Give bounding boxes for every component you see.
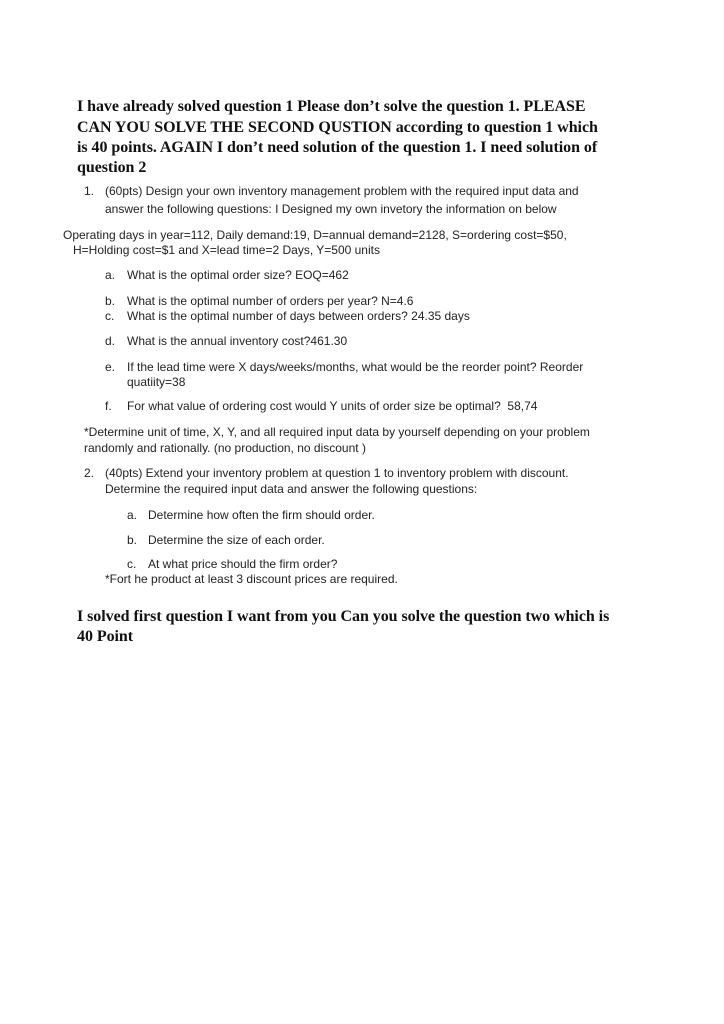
q1-item-e-text: If the lead time were X days/weeks/months, what would be the reorder point? Reorder — [127, 360, 584, 374]
q2-item-b-text: Determine the size of each order. — [148, 533, 325, 547]
q1-item-b-marker: b. — [105, 294, 116, 308]
q2-item-a-marker: a. — [127, 508, 138, 522]
q2-line-1: (40pts) Extend your inventory problem at question 1 to inventory problem with discount. — [105, 466, 569, 480]
q2-item-b-marker: b. — [127, 533, 138, 547]
q1-item-c-marker: c. — [105, 309, 115, 323]
q2-line-2: Determine the required input data and answer the following questions: — [105, 482, 478, 496]
q2-item-c-marker: c. — [127, 557, 137, 571]
q1-item-a-marker: a. — [105, 268, 116, 282]
q1-line-1: (60pts) Design your own inventory management problem with the required input data and — [105, 184, 579, 198]
q1-item-a-text: What is the optimal order size? EOQ=462 — [127, 268, 349, 282]
q1-item-c-text: What is the optimal number of days between orders? 24.35 days — [127, 309, 470, 323]
heading-line-4: question 2 — [77, 159, 147, 176]
closing-line-2: 40 Point — [77, 628, 134, 645]
heading-line-3: is 40 points. AGAIN I don’t need solution of the question 1. I need solution of — [77, 139, 598, 156]
q1-item-d-text: What is the annual inventory cost?461.30 — [127, 334, 348, 348]
q2-item-c-text: At what price should the firm order? — [148, 557, 338, 571]
q1-number: 1. — [84, 184, 95, 198]
q1-line-2: answer the following questions: I Designed my own invetory the information on below — [105, 202, 557, 216]
q2-number: 2. — [84, 466, 95, 480]
q1-item-d-marker: d. — [105, 334, 116, 348]
heading-line-2: CAN YOU SOLVE THE SECOND QUSTION according to question 1 which — [77, 119, 598, 136]
q2-note: *Fort he product at least 3 discount prices are required. — [105, 572, 398, 586]
q1-item-e-marker: e. — [105, 360, 116, 374]
q1-item-f-marker: f. — [105, 399, 112, 413]
q1-info-line-2: H=Holding cost=$1 and X=lead time=2 Days, Y=500 units — [73, 243, 380, 257]
q1-note-line-2: randomly and rationally. (no production, no discount ) — [84, 441, 366, 455]
q1-item-b-text: What is the optimal number of orders per year? N=4.6 — [127, 294, 414, 308]
q1-note-line-1: *Determine unit of time, X, Y, and all required input data by yourself depending on your problem — [84, 425, 590, 439]
q1-item-f-text: For what value of ordering cost would Y units of order size be optimal? 58,74 — [127, 399, 538, 413]
q1-info-line-1: Operating days in year=112, Daily demand:19, D=annual demand=2128, S=ordering cost=$50, — [63, 228, 567, 242]
q2-item-a-text: Determine how often the firm should order. — [148, 508, 375, 522]
heading-line-1: I have already solved question 1 Please don’t solve the question 1. PLEASE — [77, 98, 586, 115]
q1-item-e-text-cont: quatiity=38 — [127, 375, 186, 389]
closing-line-1: I solved first question I want from you Can you solve the question two which is — [77, 608, 610, 625]
